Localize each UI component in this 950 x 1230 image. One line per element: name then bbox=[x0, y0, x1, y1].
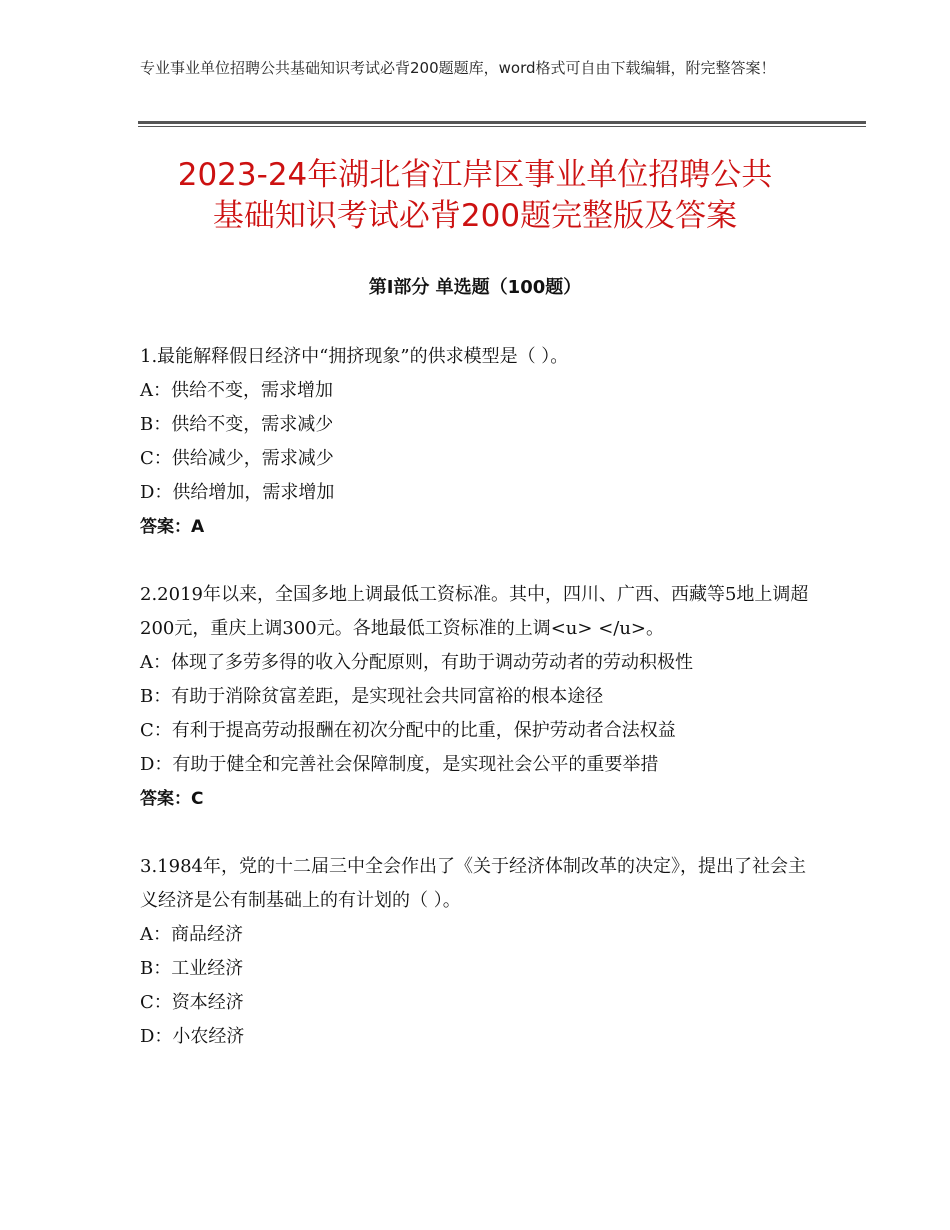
option-a: A：供给不变，需求增加 bbox=[140, 380, 333, 401]
option-d: D：供给增加，需求增加 bbox=[140, 482, 335, 503]
header-rule-thick bbox=[138, 121, 866, 124]
section-heading: 第Ⅰ部分 单选题（100题） bbox=[368, 277, 582, 298]
option-a: A：体现了多劳多得的收入分配原则，有助于调动劳动者的劳动积极性 bbox=[140, 652, 693, 673]
option-d: D：小农经济 bbox=[140, 1026, 245, 1047]
header-note: 专业事业单位招聘公共基础知识考试必背200题题库，word格式可自由下载编辑，附完整答案！ bbox=[140, 59, 776, 77]
option-c: C：资本经济 bbox=[140, 992, 244, 1013]
document-title bbox=[100, 155, 850, 237]
title-line-1: 2023-24年湖北省江岸区事业单位招聘公共 bbox=[177, 157, 773, 193]
option-c: C：有利于提高劳动报酬在初次分配中的比重，保护劳动者合法权益 bbox=[140, 720, 676, 741]
title-line-2: 基础知识考试必背200题完整版及答案 bbox=[212, 198, 738, 234]
option-b: B：工业经济 bbox=[140, 958, 244, 979]
question-stem: 3.1984年，党的十二届三中全会作出了《关于经济体制改革的决定》，提出了社会主义经济是公有制基础上的有计划的（ ）。 bbox=[140, 856, 806, 911]
question-list bbox=[140, 340, 820, 1088]
question-1 bbox=[140, 340, 820, 544]
option-b: B：有助于消除贫富差距，是实现社会共同富裕的根本途径 bbox=[140, 686, 604, 707]
option-d: D：有助于健全和完善社会保障制度，是实现社会公平的重要举措 bbox=[140, 754, 659, 775]
option-a: A：商品经济 bbox=[140, 924, 243, 945]
option-b: B：供给不变，需求减少 bbox=[140, 414, 334, 435]
header-rule-thin bbox=[138, 126, 866, 127]
option-c: C：供给减少，需求减少 bbox=[140, 448, 334, 469]
answer: 答案：A bbox=[140, 517, 205, 537]
answer: 答案：C bbox=[140, 789, 204, 809]
question-stem: 1.最能解释假日经济中“拥挤现象”的供求模型是（ ）。 bbox=[140, 346, 569, 367]
question-3 bbox=[140, 850, 820, 1054]
question-stem: 2.2019年以来，全国多地上调最低工资标准。其中，四川、广西、西藏等5地上调超200元，重庆上调300元。各地最低工资标准的上调<u> </u>。 bbox=[140, 584, 809, 639]
question-2 bbox=[140, 578, 820, 816]
